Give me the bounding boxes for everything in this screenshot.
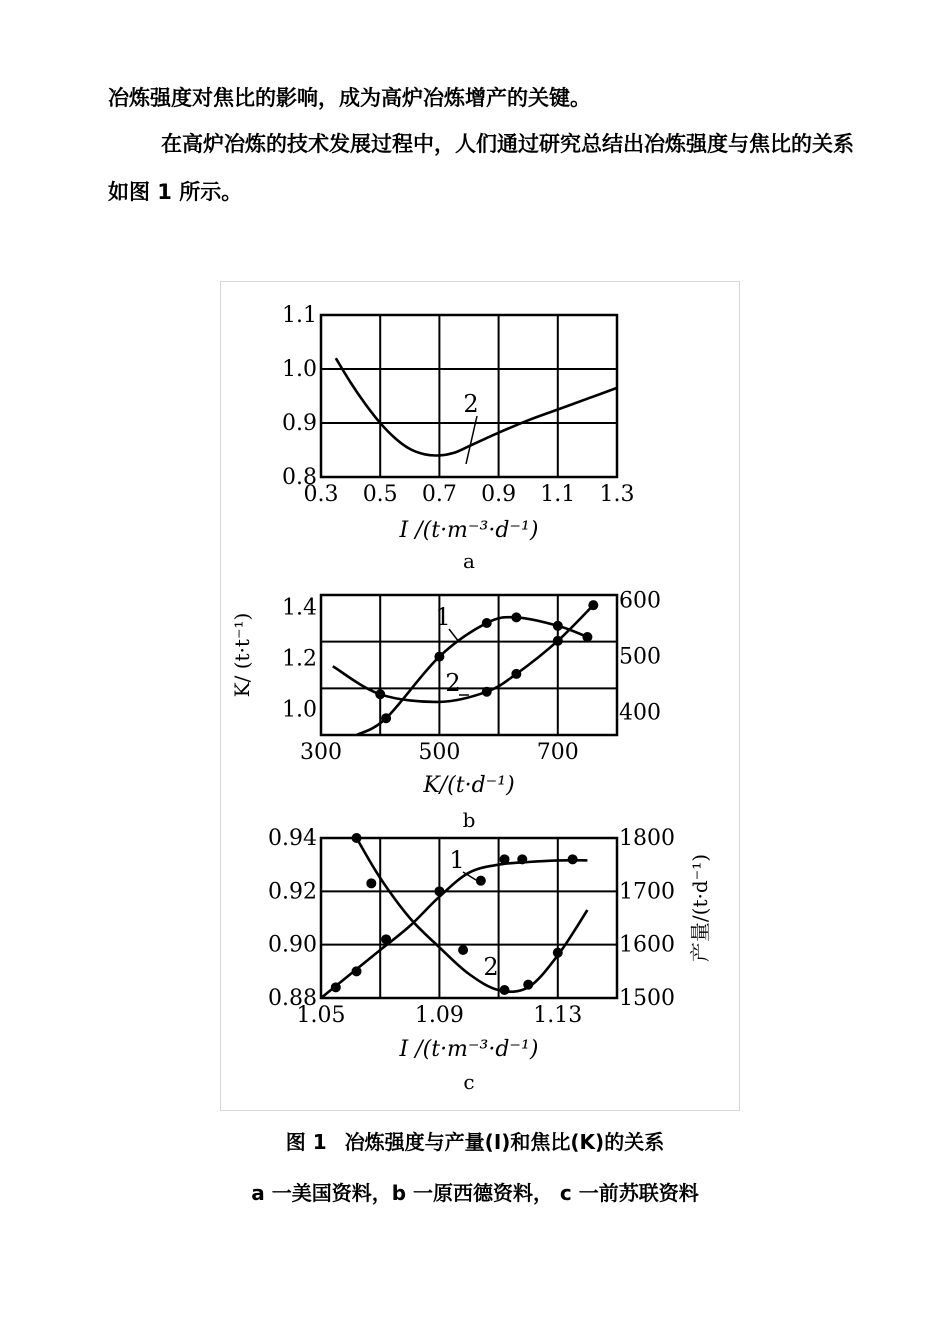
data-point — [482, 687, 492, 697]
data-point — [434, 886, 444, 896]
y-tick-label: 1.2 — [282, 646, 317, 672]
figure-caption — [0, 1126, 950, 1155]
data-point — [568, 854, 578, 864]
x-tick-label: 1.1 — [540, 482, 576, 507]
y-tick-label: 0.90 — [268, 932, 317, 958]
y-tick-label: 1.0 — [282, 357, 317, 382]
x-axis-label: K/(t·d⁻¹) — [423, 773, 515, 798]
y2-tick-label: 1600 — [619, 932, 675, 958]
y-tick-label: 0.9 — [282, 411, 317, 436]
x-tick-label: 0.3 — [303, 482, 339, 507]
x-tick-label: 0.7 — [421, 482, 457, 507]
panel-label: b — [462, 808, 476, 832]
x-axis-label: I /(t·m⁻³·d⁻¹) — [399, 518, 539, 543]
data-point — [582, 632, 592, 642]
data-point — [458, 945, 468, 955]
series-label-1: 1 — [435, 603, 451, 631]
y2-tick-label: 400 — [619, 700, 661, 726]
x-tick-label: 300 — [300, 740, 342, 765]
series-label-1: 1 — [449, 846, 465, 874]
y-tick-label: 0.88 — [268, 986, 317, 1011]
plot-frame — [321, 595, 617, 735]
data-point — [500, 985, 510, 995]
y2-tick-label: 600 — [619, 588, 661, 614]
y-axis-label: K/ (t·t⁻¹) — [230, 612, 254, 698]
figure-1 — [220, 281, 740, 1111]
chart-panel-b — [321, 595, 617, 735]
data-point — [381, 934, 391, 944]
y2-tick-label: 500 — [619, 644, 661, 670]
figure-caption-number: 图 1 — [285, 1130, 327, 1154]
data-point — [331, 982, 341, 992]
x-tick-label: 1.13 — [533, 1003, 583, 1028]
data-point — [588, 600, 598, 610]
data-point — [476, 876, 486, 886]
data-point — [352, 966, 362, 976]
data-point — [517, 854, 527, 864]
x-tick-label: 0.9 — [481, 482, 517, 507]
panel-label: a — [463, 549, 475, 573]
data-point — [553, 621, 563, 631]
x-tick-label: 1.09 — [414, 1003, 464, 1028]
x-tick-label: 1.3 — [599, 482, 635, 507]
y-tick-label: 1.0 — [282, 697, 317, 723]
figure-1-charts — [221, 282, 739, 1110]
y2-tick-label: 1800 — [619, 826, 675, 851]
data-point — [381, 713, 391, 723]
data-point — [523, 980, 533, 990]
data-point — [366, 878, 376, 888]
y-tick-label: 1.4 — [282, 595, 317, 621]
x-tick-label: 1.05 — [296, 1003, 346, 1028]
data-point — [352, 833, 362, 843]
data-point — [482, 618, 492, 628]
data-point — [511, 612, 521, 622]
paragraph-2: 在高炉冶炼的技术发展过程中，人们通过研究总结出冶炼强度与焦比的关系如图 1 所示。 — [108, 132, 854, 204]
x-tick-label: 700 — [536, 740, 579, 765]
series-line-1 — [321, 860, 587, 998]
series-label-2: 2 — [463, 390, 479, 418]
series-line-1 — [357, 617, 588, 735]
figure-caption-sources: a 一美国资料，b 一原西德资料， c 一前苏联资料 — [251, 1181, 699, 1205]
figure-caption-title: 冶炼强度与产量(I)和焦比(K)的关系 — [344, 1130, 665, 1154]
data-point — [375, 689, 385, 699]
data-point — [434, 652, 444, 662]
y-tick-label: 0.8 — [282, 465, 317, 490]
y2-tick-label: 1700 — [619, 879, 675, 905]
series-label-2: 2 — [445, 669, 461, 697]
data-point — [553, 636, 563, 646]
series-label-2: 2 — [483, 953, 499, 981]
panel-label: c — [463, 1070, 475, 1094]
x-tick-label: 0.5 — [362, 482, 398, 507]
y2-axis-label: 产量/(t·d⁻¹) — [688, 853, 712, 963]
y-tick-label: 0.92 — [268, 879, 317, 905]
y-tick-label: 0.94 — [268, 826, 317, 851]
chart-panel-c — [321, 833, 617, 998]
y-tick-label: 1.1 — [282, 303, 317, 328]
y2-tick-label: 1500 — [619, 986, 675, 1011]
paragraph-1: 冶炼强度对焦比的影响，成为高炉冶炼增产的关键。 — [108, 86, 591, 110]
data-point — [500, 854, 510, 864]
data-point — [553, 948, 563, 958]
data-point — [511, 669, 521, 679]
x-axis-label: I /(t·m⁻³·d⁻¹) — [399, 1037, 539, 1062]
x-tick-label: 500 — [418, 740, 461, 765]
